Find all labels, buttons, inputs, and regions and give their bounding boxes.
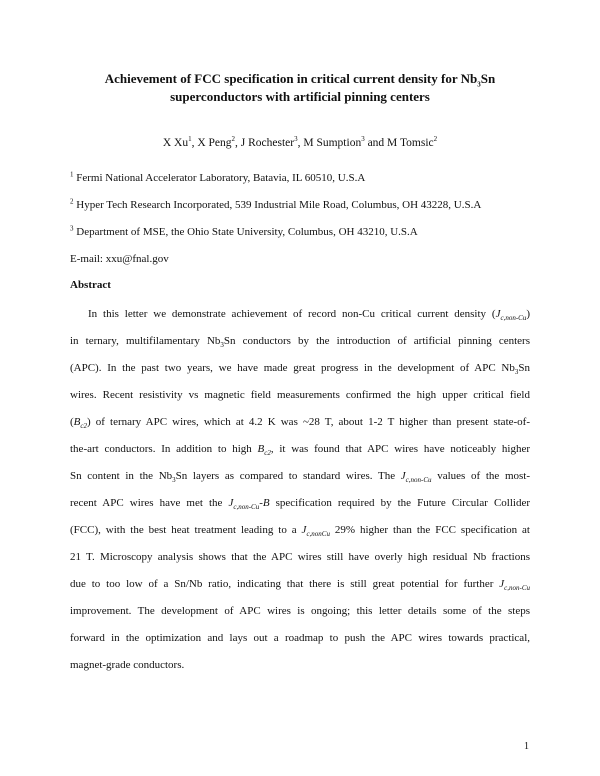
abstract-line: recent APC wires have met the $J_{c,non-Cu}-B$ specification required by the Future Circular Collider: [70, 497, 530, 512]
affiliation: $^1$ Fermi National Accelerator Laboratory, Batavia, IL 60510, U.S.A: [70, 170, 366, 184]
author: and M Tomsic$^2$: [364, 135, 438, 149]
author: , M Sumption$^3$: [297, 135, 365, 149]
abstract-line: (FCC), with the best heat treatment leading to a $J_{c,nonCu}$ 29% higher than the FCC specification at: [70, 524, 530, 539]
affiliation: $^2$ Hyper Tech Research Incorporated, 539 Industrial Mile Road, Columbus, OH 43228, U.S.A: [70, 197, 482, 211]
abstract-line: 21 T. Microscopy analysis shows that the APC wires still have overly high residual Nb fractions: [70, 551, 530, 563]
abstract-line: the-art conductors. In addition to high $B_{c2}$, it was found that APC wires have noticeably higher: [70, 443, 530, 458]
author-list: [0, 137, 600, 149]
affiliation: $^3$ Department of MSE, the Ohio State University, Columbus, OH 43210, U.S.A: [70, 224, 418, 238]
abstract-line: wires. Recent resistivity vs magnetic field measurements confirmed the high upper critical field: [70, 389, 530, 401]
abstract-line: Sn content in the $Nb_3Sn$ layers as compared to standard wires. The $J_{c,non-Cu}$ values of the most-: [70, 470, 530, 485]
abstract-line: in ternary, multifilamentary $Nb_3Sn$ conductors by the introduction of artificial pinning centers: [70, 335, 530, 350]
abstract-line: forward in the optimization and lays out a roadmap to push the APC wires towards practical,: [70, 632, 530, 644]
page-number: 1: [524, 741, 529, 752]
author: , X Peng$^2$: [191, 135, 236, 149]
abstract-line: due to too low of a Sn/Nb ratio, indicating that there is still great potential for further $J_{c,non-Cu}$: [70, 578, 530, 593]
author: , J Rochester$^3$: [235, 135, 298, 149]
title-line-2: superconductors with artificial pinning centers: [170, 89, 430, 104]
paper-title: [60, 70, 540, 106]
abstract-line: (APC). In the past two years, we have made great progress in the development of APC $Nb_3Sn$: [70, 362, 530, 377]
contact-email: E-mail: xxu@fnal.gov: [70, 253, 169, 265]
abstract-line: improvement. The development of APC wires is ongoing; this letter details some of the steps: [70, 605, 530, 617]
abstract-line: In this letter we demonstrate achievement of record non-Cu critical current density $(J_{c,non-Cu})$: [88, 308, 530, 323]
abstract-line: magnet-grade conductors.: [70, 659, 185, 671]
author: X Xu$^1$: [162, 135, 192, 149]
title-line-1: Achievement of FCC specification in critical current density for $Nb_3Sn$: [104, 71, 496, 89]
abstract-heading: Abstract: [70, 279, 111, 291]
abstract-line: $(B_{c2})$ of ternary APC wires, which at 4.2 K was ~28 T, about 1-2 T higher than present state-of-: [70, 416, 530, 431]
